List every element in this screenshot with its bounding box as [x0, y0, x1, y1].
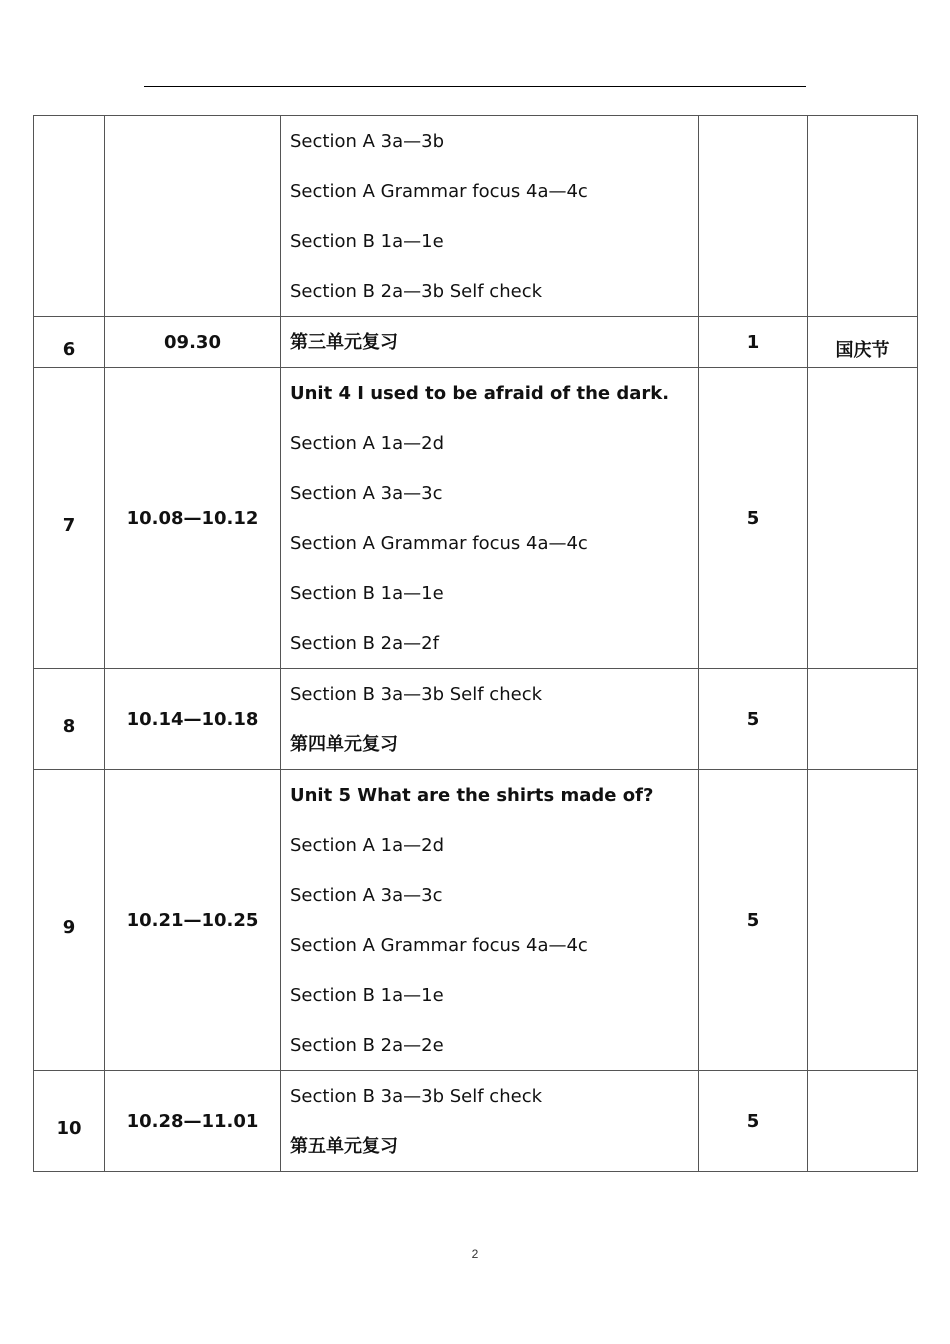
date-cell: [105, 116, 281, 317]
lesson-item: Section B 2a—2f: [290, 633, 439, 654]
hours-cell: 5: [699, 669, 808, 770]
lesson-item: Section A 3a—3c: [290, 483, 443, 504]
lesson-item: Section A Grammar focus 4a—4c: [290, 181, 588, 202]
date-cell: 10.14—10.18: [105, 669, 281, 770]
remark-cell: [808, 770, 918, 1071]
content-cell: [281, 116, 699, 317]
content-cell: [281, 770, 699, 1071]
schedule-table: [33, 115, 918, 1172]
lesson-item: Section A Grammar focus 4a—4c: [290, 533, 588, 554]
content-cell: [281, 368, 699, 669]
date-cell: 10.08—10.12: [105, 368, 281, 669]
week-cell: 10: [34, 1071, 105, 1172]
hours-cell: 5: [699, 770, 808, 1071]
remark-cell: [808, 1071, 918, 1172]
lesson-item: Section B 1a—1e: [290, 985, 444, 1006]
week-cell: 6: [34, 317, 105, 368]
content-cell: [281, 1071, 699, 1172]
hours-cell: [699, 116, 808, 317]
remark-cell: 国庆节: [808, 317, 918, 368]
schedule-body: [34, 116, 918, 1172]
date-cell: 10.28—11.01: [105, 1071, 281, 1172]
lesson-item: Section A 3a—3b: [290, 131, 444, 152]
date-cell: 10.21—10.25: [105, 770, 281, 1071]
unit-heading: Unit 4 I used to be afraid of the dark.: [290, 383, 670, 404]
week-cell: 8: [34, 669, 105, 770]
remark-cell: [808, 669, 918, 770]
content-cell: [281, 669, 699, 770]
hours-cell: 1: [699, 317, 808, 368]
lesson-item: Section B 1a—1e: [290, 231, 444, 252]
hours-cell: 5: [699, 368, 808, 669]
lesson-item: Section B 2a—3b Self check: [290, 281, 543, 302]
unit-heading: Unit 5 What are the shirts made of?: [290, 785, 654, 806]
lesson-item: Section B 3a—3b Self check: [290, 1086, 543, 1107]
lesson-item: Section B 2a—2e: [290, 1035, 444, 1056]
remark-cell: [808, 116, 918, 317]
week-cell: [34, 116, 105, 317]
hours-cell: 5: [699, 1071, 808, 1172]
table-row: [34, 116, 918, 317]
unit-heading: 第四单元复习: [290, 734, 398, 755]
remark-cell: [808, 368, 918, 669]
content-cell: [281, 317, 699, 368]
unit-heading: 第五单元复习: [290, 1136, 398, 1157]
header-rule: [144, 86, 806, 87]
week-cell: 9: [34, 770, 105, 1071]
lesson-item: Section A 3a—3c: [290, 885, 443, 906]
table-row: [34, 669, 918, 770]
table-row: [34, 317, 918, 368]
lesson-item: Section A Grammar focus 4a—4c: [290, 935, 588, 956]
lesson-item: Section A 1a—2d: [290, 835, 444, 856]
table-row: [34, 1071, 918, 1172]
unit-heading: 第三单元复习: [290, 332, 398, 353]
page-number: 2: [471, 1247, 479, 1261]
table-row: [34, 368, 918, 669]
lesson-item: Section A 1a—2d: [290, 433, 444, 454]
week-cell: 7: [34, 368, 105, 669]
table-row: [34, 770, 918, 1071]
lesson-item: Section B 3a—3b Self check: [290, 684, 543, 705]
lesson-item: Section B 1a—1e: [290, 583, 444, 604]
date-cell: 09.30: [105, 317, 281, 368]
